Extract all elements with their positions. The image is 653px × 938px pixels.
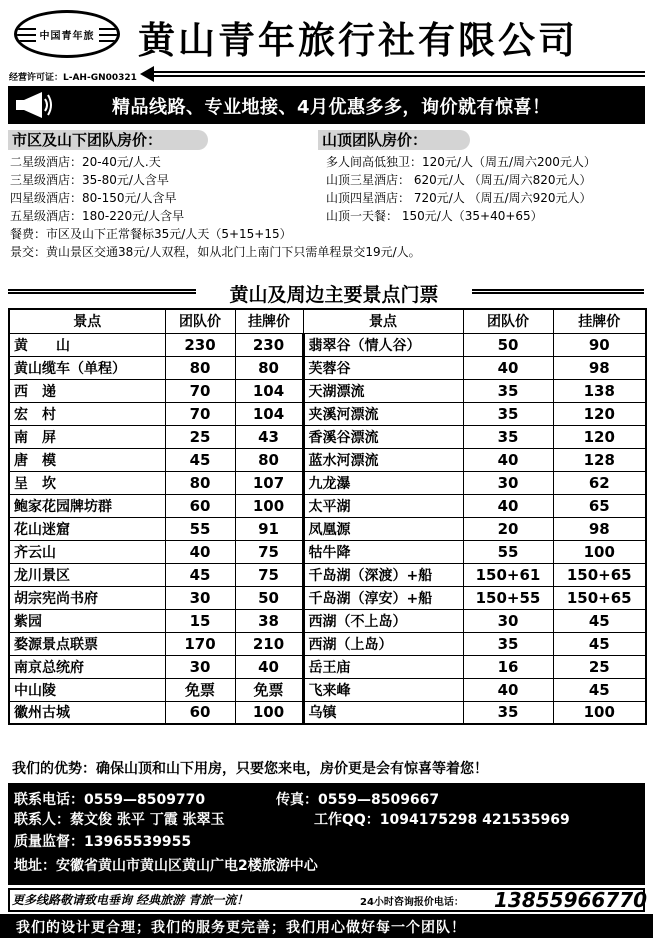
list-price: 100: [235, 701, 303, 724]
table-row: [9, 402, 646, 425]
footer-text: 我们的设计更合理；我们的服务更完善；我们用心做好每一个团队！: [16, 920, 466, 936]
group-price: 40: [463, 356, 553, 379]
group-price: 35: [463, 632, 553, 655]
attraction-name: 黄山缆车（单程）: [9, 356, 165, 379]
attraction-name: 鲍家花园牌坊群: [9, 494, 165, 517]
attraction-name: 胡宗宪尚书府: [9, 586, 165, 609]
column-header: 团队价: [463, 309, 553, 333]
table-row: [9, 701, 646, 724]
group-price: 30: [165, 655, 235, 678]
mountain-price-line: 山顶四星酒店： 720元/人 （周五/周六920元人）: [326, 191, 592, 205]
group-price: 25: [165, 425, 235, 448]
group-price: 60: [165, 494, 235, 517]
mountain-price-line: 山顶三星酒店： 620元/人 （周五/周六820元人）: [326, 173, 592, 187]
group-price: 150+55: [463, 586, 553, 609]
list-price: 104: [235, 379, 303, 402]
list-price: 150+65: [553, 563, 646, 586]
contact-block: [8, 783, 645, 885]
table-row: [9, 586, 646, 609]
group-price: 30: [165, 586, 235, 609]
hotline-phone: 13855966770: [494, 888, 648, 912]
list-price: 45: [553, 609, 646, 632]
logo-text: 中国青年旅: [36, 27, 99, 42]
list-price: 150+65: [553, 586, 646, 609]
hotline-bar: [8, 888, 648, 912]
table-row: [9, 540, 646, 563]
table-row: [9, 632, 646, 655]
attraction-name: 徽州古城: [9, 701, 165, 724]
table-row: [9, 655, 646, 678]
attraction-name: 翡翠谷（情人谷）: [303, 333, 463, 356]
list-price: 45: [553, 678, 646, 701]
attraction-name: 九龙瀑: [303, 471, 463, 494]
tickets-heading: [0, 280, 653, 306]
list-price: 210: [235, 632, 303, 655]
attraction-name: 南 屏: [9, 425, 165, 448]
column-header: 挂牌价: [553, 309, 646, 333]
group-price: 35: [463, 425, 553, 448]
attraction-name: 蓝水河漂流: [303, 448, 463, 471]
attraction-name: 南京总统府: [9, 655, 165, 678]
group-price: 60: [165, 701, 235, 724]
list-price: 138: [553, 379, 646, 402]
group-price: 80: [165, 356, 235, 379]
group-price: 免票: [165, 678, 235, 701]
banner-text: 精品线路、专业地接、4月优惠多多，询价就有惊喜！: [112, 97, 551, 118]
list-price: 25: [553, 655, 646, 678]
attraction-name: 婺源景点联票: [9, 632, 165, 655]
list-price: 128: [553, 448, 646, 471]
attraction-name: 千岛湖（深渡）+船: [303, 563, 463, 586]
license-number: 经营许可证：L-AH-GN00321: [9, 73, 137, 83]
list-price: 43: [235, 425, 303, 448]
attraction-name: 芙蓉谷: [303, 356, 463, 379]
mountain-price-line: 山顶一天餐： 150元/人（35+40+65）: [326, 209, 543, 223]
city-prices-title: 市区及山下团队房价：: [8, 130, 208, 150]
heading-rule: [472, 289, 644, 294]
hotline-slogan: 更多线路敬请致电垂询 经典旅游 青旅一流！: [12, 893, 249, 907]
table-row: [9, 517, 646, 540]
group-price: 40: [463, 678, 553, 701]
column-header: 景点: [303, 309, 463, 333]
list-price: 80: [235, 356, 303, 379]
list-price: 40: [235, 655, 303, 678]
header: [0, 0, 653, 84]
list-price: 75: [235, 540, 303, 563]
header-divider: [148, 71, 645, 77]
list-price: 90: [553, 333, 646, 356]
company-name: 黄山青年旅行社有限公司: [138, 18, 578, 62]
list-price: 107: [235, 471, 303, 494]
list-price: 100: [553, 540, 646, 563]
meal-price-line: 餐费：市区及山下正常餐标35元/人天（5+15+15）: [10, 227, 292, 241]
table-row: [9, 425, 646, 448]
company-logo: [14, 10, 120, 58]
group-price: 50: [463, 333, 553, 356]
table-row: [9, 563, 646, 586]
attraction-name: 岳王庙: [303, 655, 463, 678]
group-price: 40: [463, 494, 553, 517]
contact-people: 联系人：蔡文俊 张平 丁霞 张翠玉: [14, 812, 225, 828]
contact-qq: 工作QQ：1094175298 421535969: [314, 812, 570, 828]
megaphone-icon: [14, 90, 54, 120]
quality-supervision: 质量监督：13965539955: [14, 834, 192, 850]
group-price: 55: [165, 517, 235, 540]
group-price: 45: [165, 448, 235, 471]
list-price: 104: [235, 402, 303, 425]
group-price: 30: [463, 609, 553, 632]
list-price: 75: [235, 563, 303, 586]
group-price: 35: [463, 402, 553, 425]
attraction-name: 宏 村: [9, 402, 165, 425]
list-price: 45: [553, 632, 646, 655]
column-header: 团队价: [165, 309, 235, 333]
group-price: 16: [463, 655, 553, 678]
attraction-name: 夹溪河漂流: [303, 402, 463, 425]
group-price: 20: [463, 517, 553, 540]
table-row: [9, 448, 646, 471]
attraction-name: 齐云山: [9, 540, 165, 563]
group-price: 35: [463, 379, 553, 402]
table-row: [9, 678, 646, 701]
group-price: 30: [463, 471, 553, 494]
attraction-name: 呈 坎: [9, 471, 165, 494]
list-price: 98: [553, 356, 646, 379]
attraction-name: 太平湖: [303, 494, 463, 517]
table-row: [9, 356, 646, 379]
hotline-label: 24小时咨询报价电话：: [360, 897, 464, 908]
group-price: 70: [165, 379, 235, 402]
list-price: 62: [553, 471, 646, 494]
list-price: 120: [553, 425, 646, 448]
list-price: 98: [553, 517, 646, 540]
list-price: 80: [235, 448, 303, 471]
table-row: [9, 494, 646, 517]
column-header: 挂牌价: [235, 309, 303, 333]
mountain-prices-title: 山顶团队房价：: [318, 130, 470, 150]
attraction-name: 西湖（上岛）: [303, 632, 463, 655]
transport-price-line: 景交：黄山景区交通38元/人双程，如从北门上南门下只需单程景交19元/人。: [10, 245, 421, 259]
table-row: [9, 333, 646, 356]
group-price: 230: [165, 333, 235, 356]
attraction-name: 凤凰源: [303, 517, 463, 540]
tickets-title: 黄山及周边主要景点门票: [229, 284, 439, 306]
group-price: 80: [165, 471, 235, 494]
table-row: [9, 471, 646, 494]
attraction-name: 黄 山: [9, 333, 165, 356]
city-price-line: 五星级酒店：180-220元/人含早: [10, 209, 185, 223]
column-header: 景点: [9, 309, 165, 333]
list-price: 免票: [235, 678, 303, 701]
group-price: 35: [463, 701, 553, 724]
contact-fax: 传真：0559—8509667: [276, 792, 440, 808]
group-price: 150+61: [463, 563, 553, 586]
list-price: 230: [235, 333, 303, 356]
footer-banner: [0, 914, 653, 938]
attraction-name: 香溪谷漂流: [303, 425, 463, 448]
attraction-name: 唐 模: [9, 448, 165, 471]
attraction-name: 西湖（不上岛）: [303, 609, 463, 632]
group-price: 15: [165, 609, 235, 632]
group-price: 45: [165, 563, 235, 586]
attraction-name: 中山陵: [9, 678, 165, 701]
tickets-table: [8, 308, 647, 725]
contact-phone: 联系电话：0559—8509770: [14, 792, 206, 808]
group-price: 40: [463, 448, 553, 471]
attraction-name: 天湖漂流: [303, 379, 463, 402]
attraction-name: 花山迷窟: [9, 517, 165, 540]
list-price: 120: [553, 402, 646, 425]
group-price: 70: [165, 402, 235, 425]
attraction-name: 牯牛降: [303, 540, 463, 563]
mountain-price-line: 多人间高低独卫：120元/人（周五/周六200元人）: [326, 155, 596, 169]
advantage-text: 我们的优势：确保山顶和山下用房，只要您来电，房价更是会有惊喜等着您！: [12, 761, 488, 777]
list-price: 91: [235, 517, 303, 540]
list-price: 38: [235, 609, 303, 632]
group-price: 40: [165, 540, 235, 563]
group-price: 170: [165, 632, 235, 655]
attraction-name: 乌镇: [303, 701, 463, 724]
list-price: 65: [553, 494, 646, 517]
group-price: 55: [463, 540, 553, 563]
attraction-name: 龙川景区: [9, 563, 165, 586]
table-row: [9, 379, 646, 402]
table-header-row: [9, 309, 646, 333]
list-price: 100: [235, 494, 303, 517]
list-price: 100: [553, 701, 646, 724]
city-price-line: 四星级酒店：80-150元/人含早: [10, 191, 177, 205]
city-price-line: 二星级酒店：20-40元/人.天: [10, 155, 161, 169]
list-price: 50: [235, 586, 303, 609]
attraction-name: 千岛湖（淳安）+船: [303, 586, 463, 609]
heading-rule: [8, 289, 196, 294]
attraction-name: 西 递: [9, 379, 165, 402]
attraction-name: 飞来峰: [303, 678, 463, 701]
table-row: [9, 609, 646, 632]
attraction-name: 紫园: [9, 609, 165, 632]
contact-address: 地址：安徽省黄山市黄山区黄山广电2楼旅游中心: [14, 858, 318, 874]
promo-banner: [8, 86, 645, 124]
city-price-line: 三星级酒店：35-80元/人含早: [10, 173, 169, 187]
